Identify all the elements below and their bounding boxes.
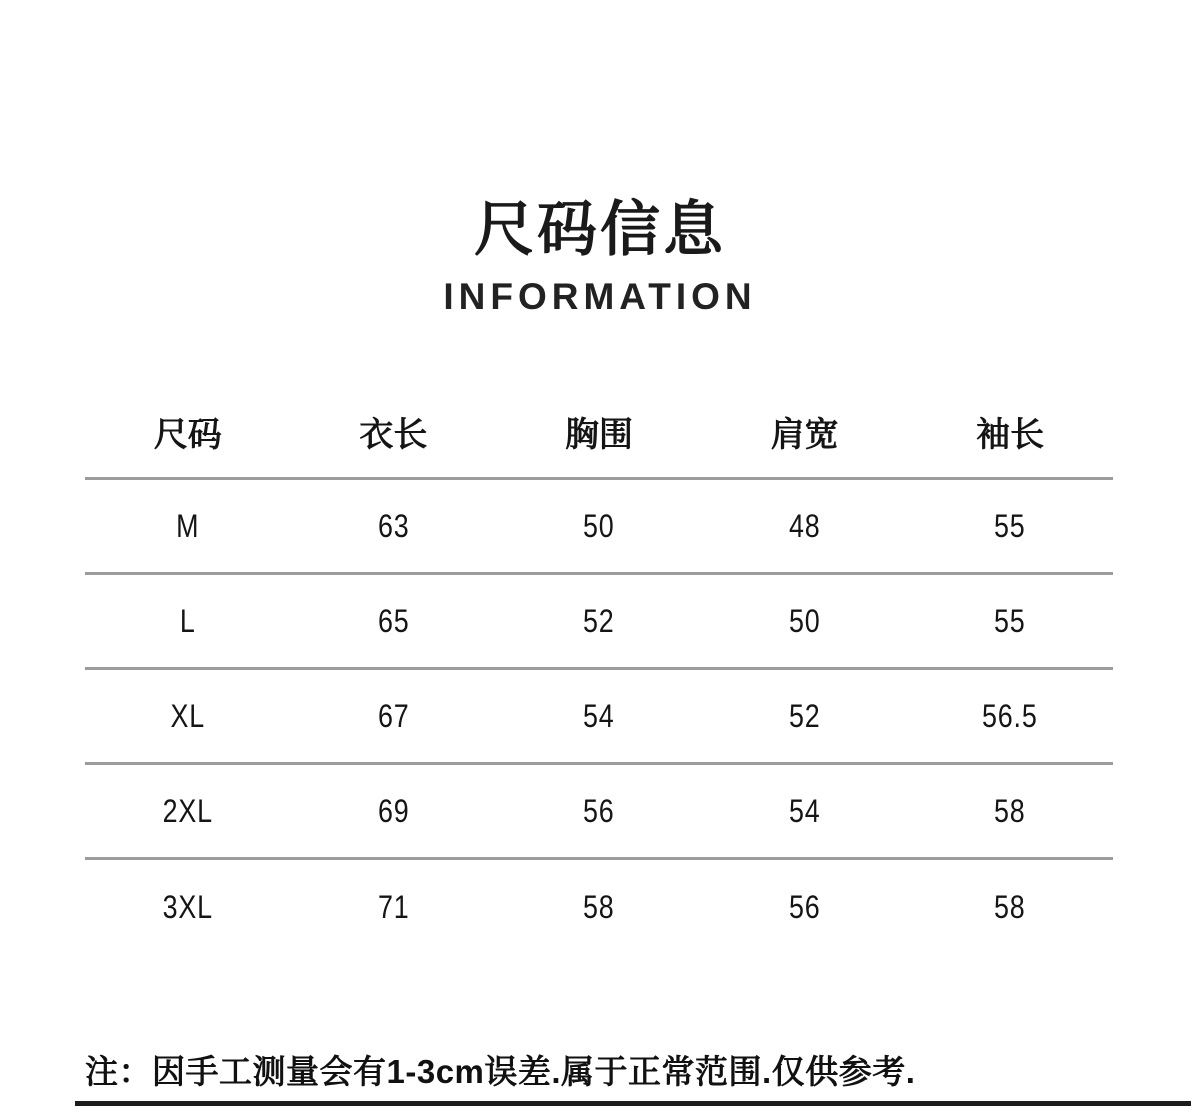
length-value: 65 xyxy=(377,602,410,639)
table-row xyxy=(85,670,1113,765)
column-header-size: 尺码 xyxy=(153,415,222,454)
sleeve-value: 55 xyxy=(994,507,1026,544)
shoulder-value: 54 xyxy=(788,792,821,829)
length-value: 71 xyxy=(377,889,410,925)
table-row xyxy=(85,860,1113,955)
size-label: 2XL xyxy=(162,792,213,829)
chest-value: 58 xyxy=(583,889,615,925)
length-value: 67 xyxy=(377,697,410,734)
page-subtitle: INFORMATION xyxy=(443,276,757,317)
sleeve-value: 55 xyxy=(994,602,1026,639)
measurement-note: 注：因手工测量会有1-3cm误差.属于正常范围.仅供参考. xyxy=(85,1053,916,1090)
size-label: 3XL xyxy=(162,889,213,925)
size-table xyxy=(85,385,1113,955)
bottom-divider xyxy=(75,1101,1191,1106)
chest-value: 56 xyxy=(583,792,615,829)
sleeve-value: 58 xyxy=(994,889,1026,925)
table-row xyxy=(85,575,1113,670)
sleeve-value: 58 xyxy=(994,792,1026,829)
length-value: 69 xyxy=(377,792,410,829)
chest-value: 52 xyxy=(583,602,615,639)
column-header-shoulder: 肩宽 xyxy=(770,415,839,454)
table-header-row xyxy=(85,385,1113,480)
chest-value: 54 xyxy=(583,697,615,734)
length-value: 63 xyxy=(377,507,410,544)
sleeve-value: 56.5 xyxy=(982,697,1039,734)
shoulder-value: 48 xyxy=(788,507,821,544)
page-title: 尺码信息 xyxy=(474,196,726,263)
shoulder-value: 52 xyxy=(788,697,821,734)
column-header-sleeve: 袖长 xyxy=(976,415,1045,454)
shoulder-value: 56 xyxy=(788,889,821,925)
column-header-chest: 胸围 xyxy=(564,415,633,454)
chest-value: 50 xyxy=(583,507,615,544)
size-label: L xyxy=(179,602,196,639)
size-label: XL xyxy=(170,697,206,734)
column-header-length: 衣长 xyxy=(359,415,428,454)
shoulder-value: 50 xyxy=(788,602,821,639)
table-row xyxy=(85,765,1113,860)
size-label: M xyxy=(176,507,200,544)
table-row xyxy=(85,480,1113,575)
